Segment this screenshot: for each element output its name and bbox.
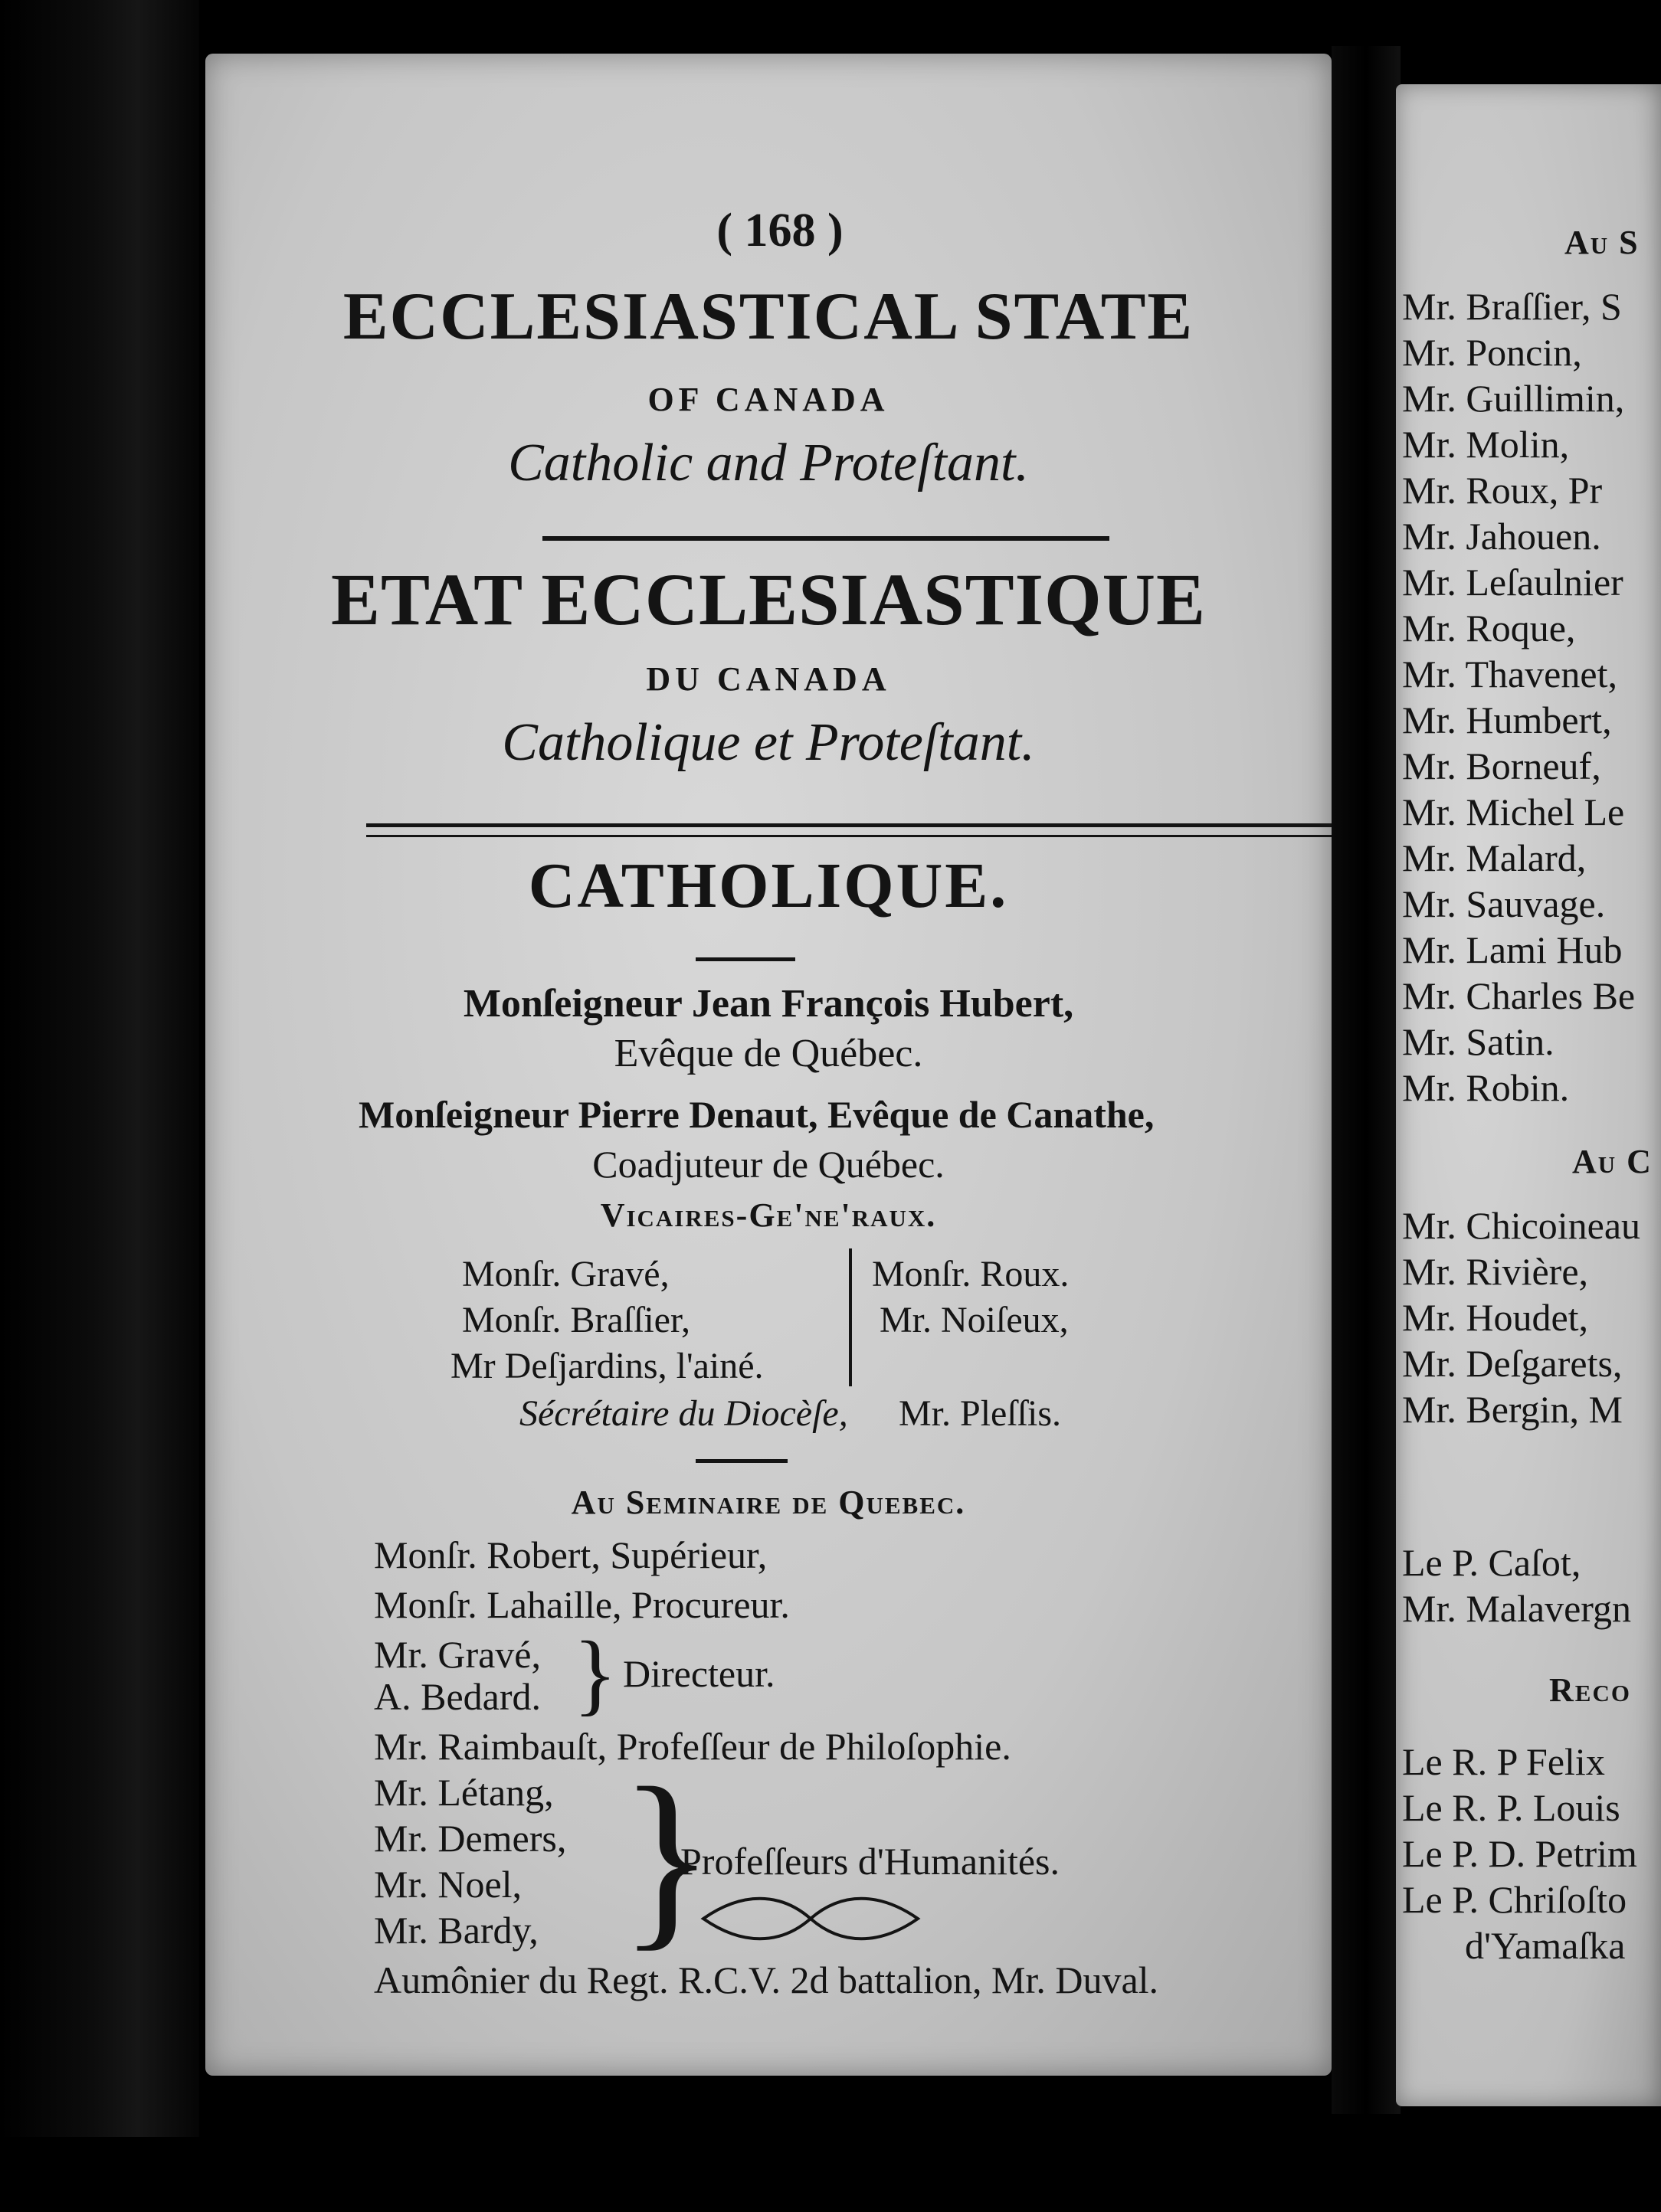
right-name2-4: Mr. Deſgarets, [1402,1342,1623,1385]
section-heading: CATHOLIQUE. [528,850,1009,921]
right-name-17: Mr. Satin. [1402,1020,1555,1063]
right-name2-5: Mr. Bergin, M [1402,1388,1623,1431]
right-heading-2: Au C [1572,1143,1653,1180]
right-name-12: Mr. Michel Le [1402,790,1625,833]
humanites-2: Mr. Demers, [374,1817,567,1860]
right-name-7: Mr. Leſaulnier [1402,561,1623,604]
right-name2-2: Mr. Rivière, [1402,1250,1589,1293]
subtitle-english: OF CANADA [647,381,889,418]
double-rule-top [366,823,1332,827]
bishop-hubert-title: Evêque de Québec. [614,1032,923,1075]
directeur-brace: } [573,1622,618,1724]
secretaire-name: Mr. Pleſſis. [899,1393,1062,1434]
right-name4-1: Le R. P Felix [1402,1740,1605,1783]
right-name-6: Mr. Jahouen. [1402,515,1601,558]
right-name3-1: Le P. Caſot, [1402,1541,1581,1584]
film-bottom-edge [0,2137,1661,2212]
vicaires-column-divider [849,1248,852,1386]
right-name-4: Mr. Molin, [1402,423,1570,466]
title-english: ECCLESIASTICAL STATE [342,280,1194,354]
right-page [1396,84,1661,2106]
right-name-5: Mr. Roux, Pr [1402,469,1603,512]
vicaire-left-2: Monſr. Braſſier, [462,1300,691,1340]
right-name-18: Mr. Robin. [1402,1066,1570,1109]
right-name4-3: Le P. D. Petrim [1402,1832,1637,1875]
short-rule-2 [696,1459,788,1463]
professeur-philosophie: Mr. Raimbauſt, Profeſſeur de Philoſophie. [374,1725,1011,1768]
humanites-label: Profeſſeurs d'Humanités. [680,1840,1060,1883]
secretaire-label: Sécrétaire du Diocèſe, [519,1393,848,1434]
humanites-4: Mr. Bardy, [374,1909,539,1952]
humanites-3: Mr. Noel, [374,1863,523,1906]
right-name4-2: Le R. P. Louis [1402,1786,1620,1829]
double-rule-bottom [366,835,1332,837]
right-name3-2: Mr. Malavergn [1402,1587,1632,1630]
right-name-16: Mr. Charles Be [1402,974,1636,1017]
ornament-flourish [696,1892,926,1945]
vicaire-right-2: Mr. Noiſeux, [880,1300,1069,1340]
bishop-denaut-name: Monſeigneur Pierre Denaut, Evêque de Canathe, [359,1093,1155,1136]
right-name-8: Mr. Roque, [1402,607,1576,650]
page-gutter [1332,46,1401,2114]
microfilm-edge [0,0,199,2212]
left-page [205,54,1332,2076]
right-name-15: Mr. Lami Hub [1402,928,1623,971]
humanites-brace: } [619,1747,715,1968]
seminaire-line-1: Monſr. Robert, Supérieur, [374,1533,768,1576]
vicaire-left-1: Monſr. Gravé, [462,1254,670,1294]
aumonier-line: Aumônier du Regt. R.C.V. 2d battalion, Mr. Duval. [374,1958,1159,2001]
right-heading-3: Reco [1549,1671,1631,1709]
vicaires-heading: Vicaires-Ge'ne'raux. [600,1196,937,1234]
vicaire-right-1: Monſr. Roux. [872,1254,1070,1294]
right-name-10: Mr. Humbert, [1402,699,1612,741]
right-name-1: Mr. Braſſier, S [1402,285,1622,328]
seminaire-heading: Au Seminaire de Quebec. [571,1484,966,1521]
right-name-11: Mr. Borneuf, [1402,744,1601,787]
humanites-1: Mr. Létang, [374,1771,554,1814]
bishop-denaut-title: Coadjuteur de Québec. [592,1143,945,1186]
right-name2-3: Mr. Houdet, [1402,1296,1589,1339]
right-name-14: Mr. Sauvage. [1402,882,1606,925]
right-name2-1: Mr. Chicoineau [1402,1204,1641,1247]
right-name-2: Mr. Poncin, [1402,331,1582,374]
right-name-13: Mr. Malard, [1402,836,1587,879]
bishop-hubert-name: Monſeigneur Jean François Hubert, [463,982,1074,1026]
right-name-9: Mr. Thavenet, [1402,653,1617,695]
vicaire-left-3: Mr Deſjardins, l'ainé. [450,1346,764,1386]
divider-rule [542,536,1109,541]
directeur-1: Mr. Gravé, [374,1633,541,1676]
italic-french: Catholique et Proteſtant. [502,713,1035,772]
directeur-2: A. Bedard. [374,1675,541,1718]
seminaire-line-2: Monſr. Lahaille, Procureur. [374,1583,790,1626]
right-name4-4: Le P. Chriſoſto [1402,1878,1627,1921]
short-rule [696,957,795,961]
title-french: ETAT ECCLESIASTIQUE [330,558,1207,640]
right-name4-5: d'Yamaſka [1465,1924,1626,1967]
right-name-3: Mr. Guillimin, [1402,377,1625,420]
italic-english: Catholic and Proteſtant. [508,434,1029,492]
subtitle-french: DU CANADA [646,660,891,698]
right-heading-1: Au S [1564,224,1640,261]
page-number: ( 168 ) [716,205,844,257]
directeur-label: Directeur. [623,1652,775,1695]
